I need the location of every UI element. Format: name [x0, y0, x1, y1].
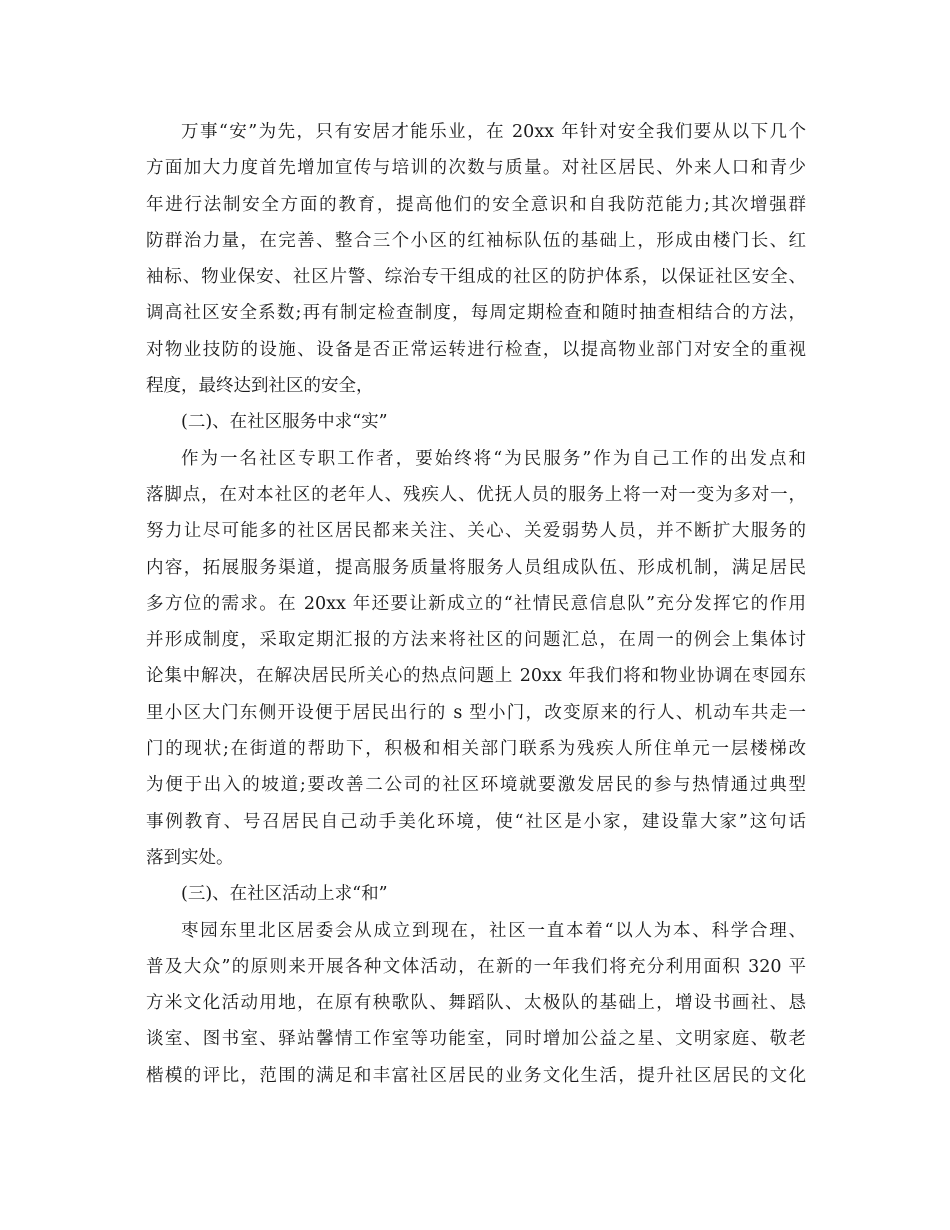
- text-line: 论集中解决，在解决居民所关心的热点问题上 20xx 年我们将和物业协调在枣园东: [146, 666, 806, 687]
- text-line: 里小区大门东侧开设便于居民出行的 s 型小门，改变原来的行人、机动车共走一: [146, 702, 806, 723]
- text-line: 多方位的需求。在 20xx 年还要让新成立的“社情民意信息队”充分发挥它的作用: [146, 593, 806, 614]
- text-line: 袖标、物业保安、社区片警、综治专干组成的社区的防护体系，以保证社区安全、: [146, 267, 806, 288]
- text-line: 谈室、图书室、驿站馨情工作室等功能室，同时增加公益之星、文明家庭、敬老: [146, 1029, 806, 1050]
- paragraph: [146, 114, 806, 404]
- text-line: 防群治力量，在完善、整合三个小区的红袖标队伍的基础上，形成由楼门长、红: [146, 230, 806, 251]
- text-line: 为便于出入的坡道;要改善二公司的社区环境就要激发居民的参与热情通过典型: [146, 775, 806, 796]
- section-heading: [146, 876, 806, 912]
- document-body: [146, 114, 806, 1094]
- text-line: 对物业技防的设施、设备是否正常运转进行检查，以提高物业部门对安全的重视: [146, 339, 806, 360]
- text-line: 并形成制度，采取定期汇报的方法来将社区的问题汇总，在周一的例会上集体讨: [146, 630, 806, 651]
- text-line: 程度，最终达到社区的安全，: [146, 376, 374, 397]
- text-line: 落到实处。: [146, 847, 234, 868]
- text-line: 万事“安”为先，只有安居才能乐业，在 20xx 年针对安全我们要从以下几个: [181, 122, 806, 142]
- text-line: (二)、在社区服务中求“实”: [181, 412, 388, 433]
- text-line: 落脚点，在对本社区的老年人、残疾人、优抚人员的服务上将一对一变为多对一，: [146, 484, 806, 505]
- text-line: 努力让尽可能多的社区居民都来关注、关心、关爱弱势人员，并不断扩大服务的: [146, 521, 806, 542]
- text-line: 楷模的评比，范围的满足和丰富社区居民的业务文化生活，提升社区居民的文化: [146, 1065, 806, 1086]
- paragraph: [146, 913, 806, 1094]
- text-line: 事例教育、号召居民自己动手美化环境，使“社区是小家，建设靠大家”这句话: [146, 811, 806, 832]
- text-line: 作为一名社区专职工作者，要始终将“为民服务”作为自己工作的出发点和: [181, 448, 806, 469]
- text-line: 年进行法制安全方面的教育，提高他们的安全意识和自我防范能力;其次增强群: [146, 194, 806, 215]
- text-line: 枣园东里北区居委会从成立到现在，社区一直本着“以人为本、科学合理、: [181, 920, 806, 941]
- text-line: 普及大众”的原则来开展各种文体活动，在新的一年我们将充分利用面积 320 平: [146, 956, 806, 977]
- text-line: 内容，拓展服务渠道，提高服务质量将服务人员组成队伍、形成机制，满足居民: [146, 557, 806, 578]
- section-heading: [146, 404, 806, 440]
- paragraph: [146, 441, 806, 877]
- text-line: 调高社区安全系数;再有制定检查制度，每周定期检查和随时抽查相结合的方法，: [146, 303, 806, 324]
- text-line: (三)、在社区活动上求“和”: [181, 884, 388, 905]
- text-line: 方米文化活动用地，在原有秧歌队、舞蹈队、太极队的基础上，增设书画社、恳: [146, 993, 806, 1014]
- text-line: 方面加大力度首先增加宣传与培训的次数与质量。对社区居民、外来人口和青少: [146, 158, 806, 179]
- text-line: 门的现状;在街道的帮助下，积极和相关部门联系为残疾人所住单元一层楼梯改: [146, 739, 806, 760]
